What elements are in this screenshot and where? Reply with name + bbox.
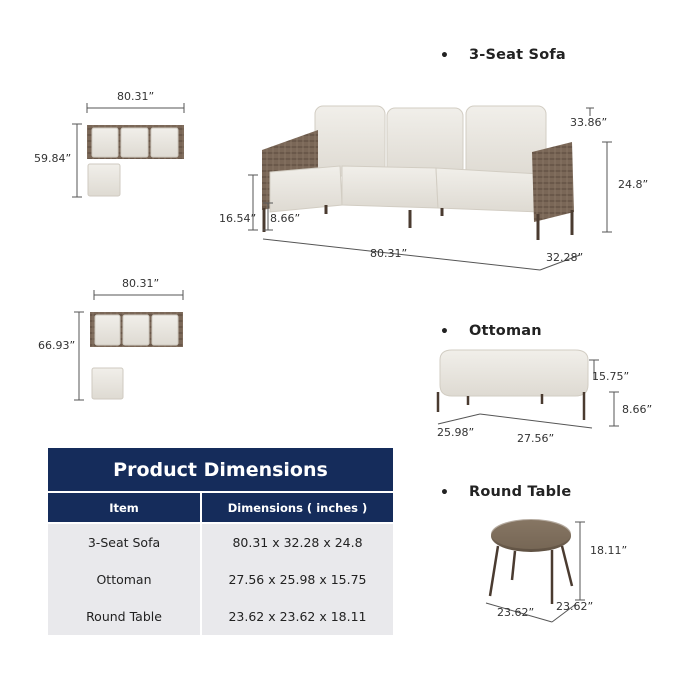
table-bullet: • xyxy=(440,485,449,501)
sofa-width: 80.31” xyxy=(370,247,408,260)
table-width: 23.62” xyxy=(497,606,535,619)
ottoman-bullet: • xyxy=(440,324,449,340)
layout-1-width: 80.31” xyxy=(117,90,155,103)
product-dimensions-table xyxy=(48,448,393,636)
column-header-dimensions: Dimensions ( inches ) xyxy=(202,493,393,522)
layout-2-depth: 66.93” xyxy=(38,339,76,352)
ottoman-leg-height: 8.66” xyxy=(622,403,653,416)
table-cell-item: Round Table xyxy=(48,598,200,635)
sofa-seat-height: 16.54” xyxy=(219,212,257,225)
round-table-section-title: Round Table xyxy=(469,484,572,500)
sofa-leg-height: 8.66” xyxy=(270,212,301,225)
sofa-section-title: 3-Seat Sofa xyxy=(469,47,566,63)
table-cell-dimensions: 27.56 x 25.98 x 15.75 xyxy=(202,561,393,598)
table-height: 18.11” xyxy=(590,544,628,557)
table-cell-item: Ottoman xyxy=(48,561,200,598)
sofa-arm-height: 24.8” xyxy=(618,178,649,191)
table-depth: 23.62” xyxy=(556,600,594,613)
layout-1-plan xyxy=(72,103,184,197)
ottoman-height: 15.75” xyxy=(592,370,630,383)
column-header-item: Item xyxy=(48,493,200,522)
layout-1-depth: 59.84” xyxy=(34,152,72,165)
table-cell-dimensions: 23.62 x 23.62 x 18.11 xyxy=(202,598,393,635)
ottoman-section-title: Ottoman xyxy=(469,323,542,339)
ottoman-width: 27.56” xyxy=(517,432,555,445)
sofa-back-height: 33.86” xyxy=(570,116,608,129)
layout-2-plan xyxy=(74,290,183,400)
ottoman-illustration xyxy=(438,350,619,428)
layout-2-width: 80.31” xyxy=(122,277,160,290)
sofa-depth: 32.28” xyxy=(546,251,584,264)
table-cell-dimensions: 80.31 x 32.28 x 24.8 xyxy=(202,524,393,561)
sofa-bullet: • xyxy=(440,48,449,64)
table-title: Product Dimensions xyxy=(48,448,393,491)
ottoman-depth: 25.98” xyxy=(437,426,475,439)
sofa-illustration xyxy=(248,106,612,270)
table-cell-item: 3-Seat Sofa xyxy=(48,524,200,561)
